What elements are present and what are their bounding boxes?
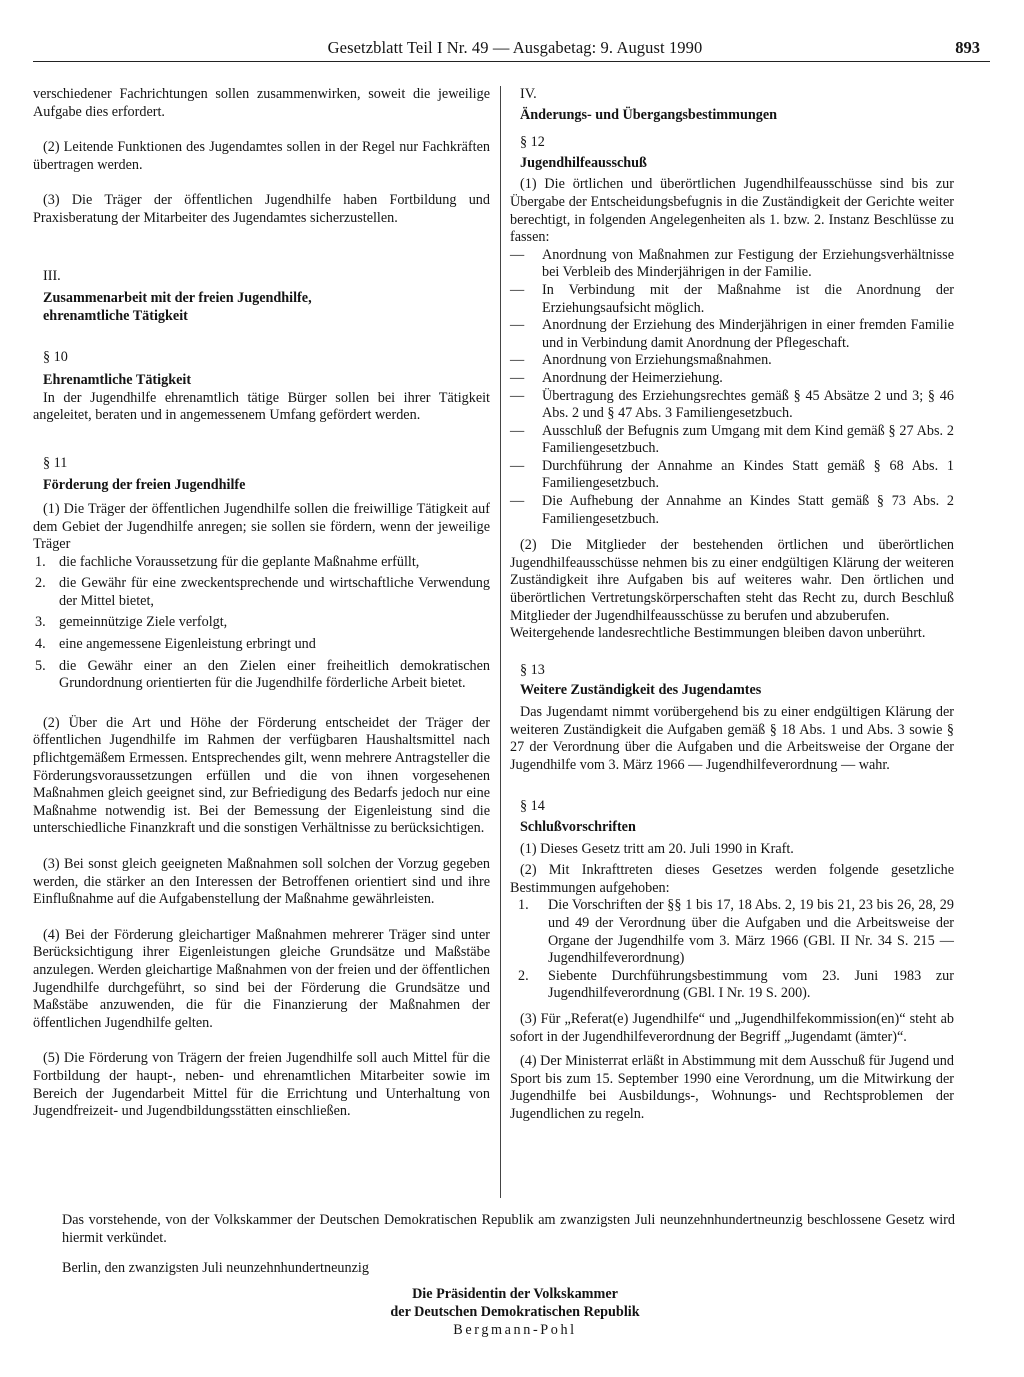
continued-paragraph: verschiedener Fachrichtungen sollen zusammenwirken, soweit die jeweilige Aufgabe dies erfordert. (33, 86, 490, 120)
signatory-title-line1: Die Präsidentin der Volkskammer (412, 1286, 618, 1302)
closing-block (62, 1212, 955, 1278)
section-iv-number: IV. (520, 86, 537, 102)
list-item: 1. Die Vorschriften der §§ 1 bis 17, 18 Abs. 2, 19 bis 21, 23 bis 26, 28, 29 und 49 der Verordnung über die Aufgaben und die Arbeitsweise der Organe der Jugendhilfe vom 3. März 1966 (GBl. II Nr. 34 S. 215 — Jugendhilfeverordnung) (518, 897, 954, 967)
column-divider (500, 86, 501, 1198)
signatory-title-line2: der Deutschen Demokratischen Republik (390, 1304, 640, 1320)
promulgation-text: Das vorstehende, von der Volkskammer der Deutschen Demokratischen Republik am zwanzigsten Juli neunzehnhundertneunzig beschlossene Gesetz wird hiermit verkündet. (62, 1212, 955, 1246)
right-column (510, 86, 954, 1123)
s14-repealed-list (510, 897, 954, 1003)
s14-title: Schlußvorschriften (520, 818, 636, 835)
list-item: — Die Aufhebung der Annahme an Kindes Statt gemäß § 73 Abs. 2 Familiengesetzbuch. (510, 493, 954, 527)
s10-text: In der Jugendhilfe ehrenamtlich tätige Bürger sollen bei ihrer Tätigkeit angeleitet, beraten und in angemessenem Umfang gefördert werden. (33, 389, 490, 424)
paragraph-3: (3) Die Träger der öffentlichen Jugendhilfe haben Fortbildung und Praxisberatung der Mitarbeiter des Jugendamtes sicherzustellen. (33, 192, 490, 226)
s11-title: Förderung der freien Jugendhilfe (43, 477, 246, 494)
list-item: 5. die Gewähr einer an den Zielen einer freiheitlich demokratischen Grundordnung orientierten für die Jugendhilfe förderliche Arbeit bietet. (35, 657, 490, 692)
signature-block (250, 1285, 780, 1339)
list-item: — Anordnung der Heimerziehung. (510, 369, 723, 386)
list-item: — Anordnung von Maßnahmen zur Festigung der Erziehungsverhältnisse bei Verbleib des Minderjährigen in der Familie. (510, 246, 954, 281)
s13-text: Das Jugendamt nimmt vorübergehend bis zu einer endgültigen Klärung der weiteren Zuständigkeit die Aufgaben gemäß § 18 Abs. 1 und Abs. 3 sowie § 27 der Verordnung über die Aufgaben und die Arbeitsweise der Organe der Jugendhilfe vom 3. März 1966 — Jugendhilfeverordnung — wahr. (510, 704, 954, 773)
s11-paragraph-4: (4) Bei der Förderung gleichartiger Maßnahmen mehrerer Träger sind unter Berücksichtigung ihrer Eigenleistungen gleiche Grundsätze und Maßstäbe anzulegen. Werden gleichartige Maßnahmen von der freien und der öffentlichen Jugendhilfe durchgeführt, so sind bei der Förderung die Grundsätze und Maßstäbe anzuwenden, die für die Finanzierung der Maßnahmen der öffentlichen Jugendhilfe gelten. (33, 926, 490, 1031)
s12-title: Jugendhilfeausschuß (520, 154, 647, 171)
s10-number: § 10 (43, 349, 68, 366)
page-number: 893 (955, 38, 980, 57)
list-item: 2. die Gewähr für eine zweckentsprechende und wirtschaftliche Verwendung der Mittel bietet, (35, 575, 490, 609)
s14-paragraph-3: (3) Für „Referat(e) Jugendhilfe“ und „Jugendhilfekommission(en)“ steht ab sofort in der Jugendhilfeverordnung der Begriff „Jugendamt (ämter)“. (510, 1010, 954, 1045)
place-date: Berlin, den zwanzigsten Juli neunzehnhundertneunzig (62, 1260, 369, 1277)
header-title: Gesetzblatt Teil I Nr. 49 — Ausgabetag: 9. August 1990 (327, 38, 703, 57)
s13-number: § 13 (520, 661, 545, 678)
s14-paragraph-4: (4) Der Ministerrat erläßt in Abstimmung mit dem Ausschuß für Jugend und Sport bis zum 15. September 1990 eine Verordnung, um die Mitwirkung der Jugendhilfe bei Ausbildungs-, Wohnungs- und Rechtsproblemen der Jugendlichen zu regeln. (510, 1053, 954, 1122)
s13-title: Weitere Zuständigkeit des Jugendamtes (520, 682, 762, 699)
s14-paragraph-1: (1) Dieses Gesetz tritt am 20. Juli 1990 in Kraft. (520, 840, 794, 857)
section-iii-title-line1: Zusammenarbeit mit der freien Jugendhilfe, (43, 290, 312, 307)
s12-paragraph-2: (2) Die Mitglieder der bestehenden örtlichen und überörtlichen Jugendhilfeausschüsse nehmen bis zu einer endgültigen Klärung der weiteren Zuständigkeit ihre Aufgaben bis auf weiteres wahr. Den örtlichen und überörtlichen Vertretungskörperschaften steht das Recht zu, durch Beschluß Mitglieder der Jugendhilfeausschüsse zu berufen und abzuberufen. (510, 537, 954, 624)
list-item: — Übertragung des Erziehungsrechtes gemäß § 45 Absätze 2 und 3; § 46 Abs. 2 und § 47 Abs. 3 Familiengesetzbuch. (510, 387, 954, 422)
signatory-name: Bergmann-Pohl (453, 1322, 577, 1338)
s11-paragraph-3: (3) Bei sonst gleich geeigneten Maßnahmen soll solchen der Vorzug gegeben werden, die stärker an den Interessen der Betroffenen orientiert sind und ihre Einflußnahme auf die Aufgabenstellung der Maßnahme gewährleisten. (33, 856, 490, 908)
list-item: 4. eine angemessene Eigenleistung erbringt und (35, 636, 316, 653)
list-item: — In Verbindung mit der Maßnahme ist die Anordnung der Erziehungsaufsicht möglich. (510, 281, 954, 316)
section-iii-number: III. (43, 267, 61, 284)
list-item: 2. Siebente Durchführungsbestimmung vom 23. Juni 1983 zur Jugendhilfeverordnung (GBl. I Nr. 19 S. 200). (518, 967, 954, 1002)
s14-paragraph-2: (2) Mit Inkrafttreten dieses Gesetzes werden folgende gesetzliche Bestimmungen aufgehoben: (510, 862, 954, 896)
s12-paragraph-1: (1) Die örtlichen und überörtlichen Jugendhilfeausschüsse sind bis zur Übergabe der Entscheidungsbefugnis in die Zuständigkeit der Gerichte weiter berechtigt, in folgenden Angelegenheiten als 1. bzw. 2. Instanz Beschlüsse zu fassen: (510, 176, 954, 246)
list-item: — Ausschluß der Befugnis zum Umgang mit dem Kind gemäß § 27 Abs. 2 Familiengesetzbuch. (510, 422, 954, 457)
paragraph-2: (2) Leitende Funktionen des Jugendamtes sollen in der Regel nur Fachkräften übertragen werden. (33, 139, 490, 173)
s14-number: § 14 (520, 798, 545, 815)
s11-number: § 11 (43, 454, 68, 471)
list-item: — Anordnung von Erziehungsmaßnahmen. (510, 352, 772, 369)
list-item: — Anordnung der Erziehung des Minderjährigen in einer fremden Familie und in Verbindung damit Anordnung der Pflegeschaft. (510, 317, 954, 351)
s12-matters-list (510, 247, 954, 529)
s12-paragraph-3: Weitergehende landesrechtliche Bestimmungen bleiben davon unberührt. (510, 625, 926, 642)
s11-paragraph-2: (2) Über die Art und Höhe der Förderung entscheidet der Träger der öffentlichen Jugendhilfe im Rahmen der verfügbaren Haushaltsmittel nach pflichtgemäßem Ermessen. Entsprechendes gilt, wenn mehrere Antragsteller die Förderungsvoraussetzungen erfüllen und die von ihnen vorgesehenen Maßnahmen gleich geeignet sind, zur Befriedigung des Bedarfs jedoch nur eine Maßnahme notwendig ist. Bei der Bemessung der Eigenleistung sind die unterschiedliche Finanzkraft und die sonstigen Verhältnisse zu berücksichtigen. (33, 714, 490, 837)
s11-paragraph-1: (1) Die Träger der öffentlichen Jugendhilfe sollen die freiwillige Tätigkeit auf dem Gebiet der Jugendhilfe anregen; sie sollen sie fördern, wenn der jeweilige Träger (33, 500, 490, 553)
s12-number: § 12 (520, 134, 545, 151)
list-item: — Durchführung der Annahme an Kindes Statt gemäß § 68 Abs. 1 Familiengesetzbuch. (510, 457, 954, 492)
section-iii-title-line2: ehrenamtliche Tätigkeit (43, 307, 188, 324)
s10-title: Ehrenamtliche Tätigkeit (43, 371, 192, 388)
section-iv-title: Änderungs- und Übergangsbestimmungen (520, 106, 778, 123)
header-rule (33, 61, 990, 62)
list-item: 1. die fachliche Voraussetzung für die geplante Maßnahme erfüllt, (35, 553, 420, 570)
s11-paragraph-5: (5) Die Förderung von Trägern der freien Jugendhilfe soll auch Mittel für die Fortbildung der haupt-, neben- und ehrenamtlichen Mitarbeiter sowie im Bereich der Jugendarbeit Mittel für die Errichtung und Unterhaltung von Jugendfreizeit- und Jugendbildungsstätten einschließen. (33, 1050, 490, 1120)
left-column (33, 86, 490, 1121)
s11-conditions-list (33, 554, 490, 693)
list-item: 3. gemeinnützige Ziele verfolgt, (35, 614, 228, 631)
